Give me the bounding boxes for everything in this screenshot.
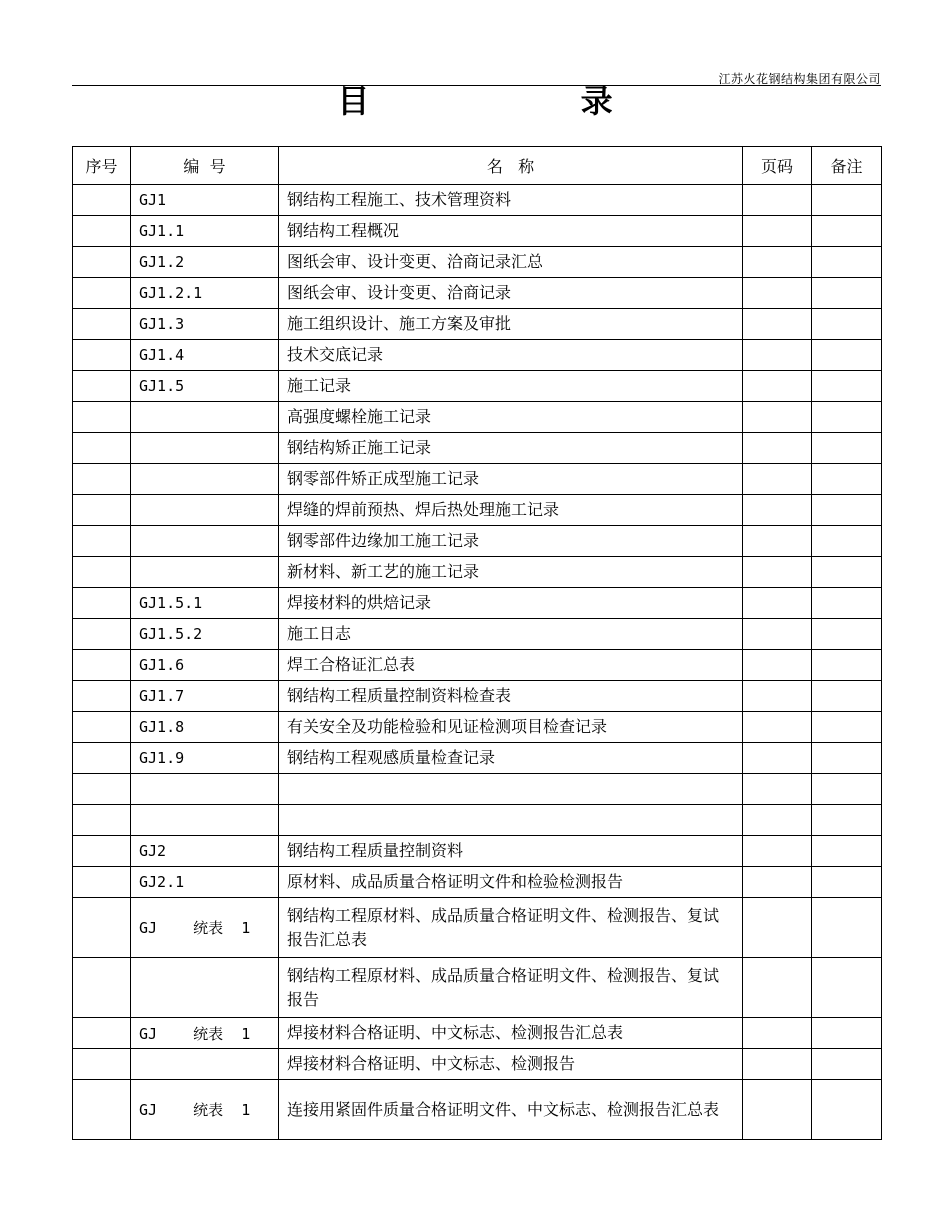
cell-note <box>812 588 882 619</box>
table-row <box>73 774 882 805</box>
cell-name: 焊缝的焊前预热、焊后热处理施工记录 <box>279 495 743 526</box>
table-row <box>73 185 882 216</box>
cell-page <box>743 309 812 340</box>
cell-seq <box>73 867 131 898</box>
cell-code: GJ1.2.1 <box>131 278 279 309</box>
table-row <box>73 958 882 1018</box>
cell-note <box>812 712 882 743</box>
cell-seq <box>73 619 131 650</box>
cell-name: 有关安全及功能检验和见证检测项目检查记录 <box>279 712 743 743</box>
cell-name: 钢零部件矫正成型施工记录 <box>279 464 743 495</box>
cell-page <box>743 557 812 588</box>
cell-page <box>743 836 812 867</box>
cell-code <box>131 433 279 464</box>
table-row <box>73 836 882 867</box>
cell-code: GJ1 <box>131 185 279 216</box>
cell-note <box>812 805 882 836</box>
cell-code <box>131 495 279 526</box>
table-row <box>73 247 882 278</box>
cell-seq <box>73 898 131 958</box>
cell-page <box>743 278 812 309</box>
cell-code: GJ2.1 <box>131 867 279 898</box>
cell-seq <box>73 1080 131 1140</box>
cell-note <box>812 464 882 495</box>
cell-note <box>812 247 882 278</box>
cell-note <box>812 1018 882 1049</box>
cell-code: GJ1.1 <box>131 216 279 247</box>
cell-seq <box>73 464 131 495</box>
company-name: 江苏火花钢结构集团有限公司 <box>718 72 881 86</box>
cell-name: 钢结构工程施工、技术管理资料 <box>279 185 743 216</box>
cell-code: GJ2 <box>131 836 279 867</box>
table-row <box>73 712 882 743</box>
cell-code <box>131 557 279 588</box>
cell-note <box>812 185 882 216</box>
cell-seq <box>73 216 131 247</box>
table-row <box>73 1080 882 1140</box>
cell-page <box>743 526 812 557</box>
cell-note <box>812 278 882 309</box>
cell-name <box>279 805 743 836</box>
cell-code <box>131 774 279 805</box>
cell-name <box>279 774 743 805</box>
table-row <box>73 309 882 340</box>
cell-code <box>131 526 279 557</box>
cell-seq <box>73 1049 131 1080</box>
cell-page <box>743 402 812 433</box>
table-row <box>73 743 882 774</box>
cell-seq <box>73 958 131 1018</box>
cell-page <box>743 1049 812 1080</box>
table-row <box>73 278 882 309</box>
cell-name: 焊工合格证汇总表 <box>279 650 743 681</box>
cell-note <box>812 681 882 712</box>
table-row <box>73 805 882 836</box>
cell-code <box>131 958 279 1018</box>
table-row <box>73 340 882 371</box>
cell-seq <box>73 650 131 681</box>
cell-page <box>743 898 812 958</box>
table-row <box>73 619 882 650</box>
cell-code <box>131 1049 279 1080</box>
cell-code <box>131 464 279 495</box>
cell-note <box>812 898 882 958</box>
cell-note <box>812 867 882 898</box>
cell-note <box>812 619 882 650</box>
cell-code: GJ1.2 <box>131 247 279 278</box>
cell-code: GJ 统表 1 <box>131 898 279 958</box>
cell-page <box>743 867 812 898</box>
cell-name: 焊接材料合格证明、中文标志、检测报告汇总表 <box>279 1018 743 1049</box>
cell-note <box>812 402 882 433</box>
cell-note <box>812 836 882 867</box>
cell-seq <box>73 1018 131 1049</box>
cell-seq <box>73 557 131 588</box>
cell-code: GJ1.5 <box>131 371 279 402</box>
cell-seq <box>73 743 131 774</box>
cell-name: 施工组织设计、施工方案及审批 <box>279 309 743 340</box>
cell-page <box>743 495 812 526</box>
cell-page <box>743 216 812 247</box>
column-header-seq: 序号 <box>73 147 131 185</box>
cell-code: GJ1.3 <box>131 309 279 340</box>
cell-name: 钢结构工程概况 <box>279 216 743 247</box>
table-row <box>73 1018 882 1049</box>
cell-page <box>743 185 812 216</box>
cell-name: 焊接材料的烘焙记录 <box>279 588 743 619</box>
table-row <box>73 1049 882 1080</box>
table-row <box>73 898 882 958</box>
cell-name: 新材料、新工艺的施工记录 <box>279 557 743 588</box>
cell-note <box>812 371 882 402</box>
table-row <box>73 557 882 588</box>
cell-code: GJ1.5.2 <box>131 619 279 650</box>
cell-page <box>743 958 812 1018</box>
cell-name: 钢结构矫正施工记录 <box>279 433 743 464</box>
cell-note <box>812 526 882 557</box>
cell-name: 钢零部件边缘加工施工记录 <box>279 526 743 557</box>
cell-name: 技术交底记录 <box>279 340 743 371</box>
cell-code: GJ1.7 <box>131 681 279 712</box>
cell-code: GJ1.8 <box>131 712 279 743</box>
table-row <box>73 216 882 247</box>
cell-seq <box>73 185 131 216</box>
cell-page <box>743 371 812 402</box>
cell-seq <box>73 526 131 557</box>
cell-page <box>743 433 812 464</box>
cell-code: GJ1.5.1 <box>131 588 279 619</box>
cell-name: 施工日志 <box>279 619 743 650</box>
cell-note <box>812 1080 882 1140</box>
cell-page <box>743 1080 812 1140</box>
cell-seq <box>73 402 131 433</box>
cell-code: GJ1.6 <box>131 650 279 681</box>
cell-note <box>812 557 882 588</box>
cell-code: GJ1.9 <box>131 743 279 774</box>
table-row <box>73 588 882 619</box>
cell-page <box>743 805 812 836</box>
cell-page <box>743 588 812 619</box>
cell-seq <box>73 774 131 805</box>
cell-name: 钢结构工程质量控制资料检查表 <box>279 681 743 712</box>
cell-page <box>743 650 812 681</box>
toc-table <box>72 146 882 1140</box>
cell-note <box>812 743 882 774</box>
table-row <box>73 526 882 557</box>
table-row <box>73 650 882 681</box>
cell-seq <box>73 836 131 867</box>
column-header-note: 备注 <box>812 147 882 185</box>
cell-note <box>812 1049 882 1080</box>
cell-seq <box>73 712 131 743</box>
cell-name: 图纸会审、设计变更、洽商记录 <box>279 278 743 309</box>
cell-seq <box>73 681 131 712</box>
cell-note <box>812 309 882 340</box>
cell-name: 钢结构工程原材料、成品质量合格证明文件、检测报告、复试报告 <box>279 958 743 1018</box>
cell-name: 钢结构工程原材料、成品质量合格证明文件、检测报告、复试报告汇总表 <box>279 898 743 958</box>
cell-note <box>812 340 882 371</box>
cell-seq <box>73 371 131 402</box>
table-row <box>73 495 882 526</box>
page-title: 目 录 <box>337 82 713 120</box>
cell-page <box>743 247 812 278</box>
cell-code <box>131 805 279 836</box>
cell-page <box>743 743 812 774</box>
table-row <box>73 433 882 464</box>
cell-note <box>812 650 882 681</box>
cell-seq <box>73 805 131 836</box>
column-header-page: 页码 <box>743 147 812 185</box>
table-row <box>73 867 882 898</box>
cell-name: 高强度螺栓施工记录 <box>279 402 743 433</box>
cell-name: 原材料、成品质量合格证明文件和检验检测报告 <box>279 867 743 898</box>
cell-seq <box>73 309 131 340</box>
cell-name: 钢结构工程质量控制资料 <box>279 836 743 867</box>
cell-page <box>743 1018 812 1049</box>
cell-page <box>743 681 812 712</box>
column-header-code: 编 号 <box>131 147 279 185</box>
cell-page <box>743 619 812 650</box>
cell-note <box>812 495 882 526</box>
cell-seq <box>73 433 131 464</box>
cell-name: 图纸会审、设计变更、洽商记录汇总 <box>279 247 743 278</box>
cell-seq <box>73 588 131 619</box>
table-row <box>73 371 882 402</box>
cell-seq <box>73 247 131 278</box>
cell-code: GJ 统表 1 <box>131 1018 279 1049</box>
table-header-row <box>73 147 882 185</box>
cell-page <box>743 464 812 495</box>
cell-name: 焊接材料合格证明、中文标志、检测报告 <box>279 1049 743 1080</box>
table-row <box>73 402 882 433</box>
cell-code <box>131 402 279 433</box>
cell-seq <box>73 340 131 371</box>
cell-seq <box>73 495 131 526</box>
cell-name: 钢结构工程观感质量检查记录 <box>279 743 743 774</box>
cell-page <box>743 774 812 805</box>
column-header-name: 名 称 <box>279 147 743 185</box>
cell-note <box>812 216 882 247</box>
cell-note <box>812 774 882 805</box>
cell-page <box>743 712 812 743</box>
cell-page <box>743 340 812 371</box>
cell-note <box>812 433 882 464</box>
cell-name: 施工记录 <box>279 371 743 402</box>
cell-note <box>812 958 882 1018</box>
cell-seq <box>73 278 131 309</box>
table-row <box>73 464 882 495</box>
cell-code: GJ 统表 1 <box>131 1080 279 1140</box>
table-row <box>73 681 882 712</box>
cell-code: GJ1.4 <box>131 340 279 371</box>
cell-name: 连接用紧固件质量合格证明文件、中文标志、检测报告汇总表 <box>279 1080 743 1140</box>
